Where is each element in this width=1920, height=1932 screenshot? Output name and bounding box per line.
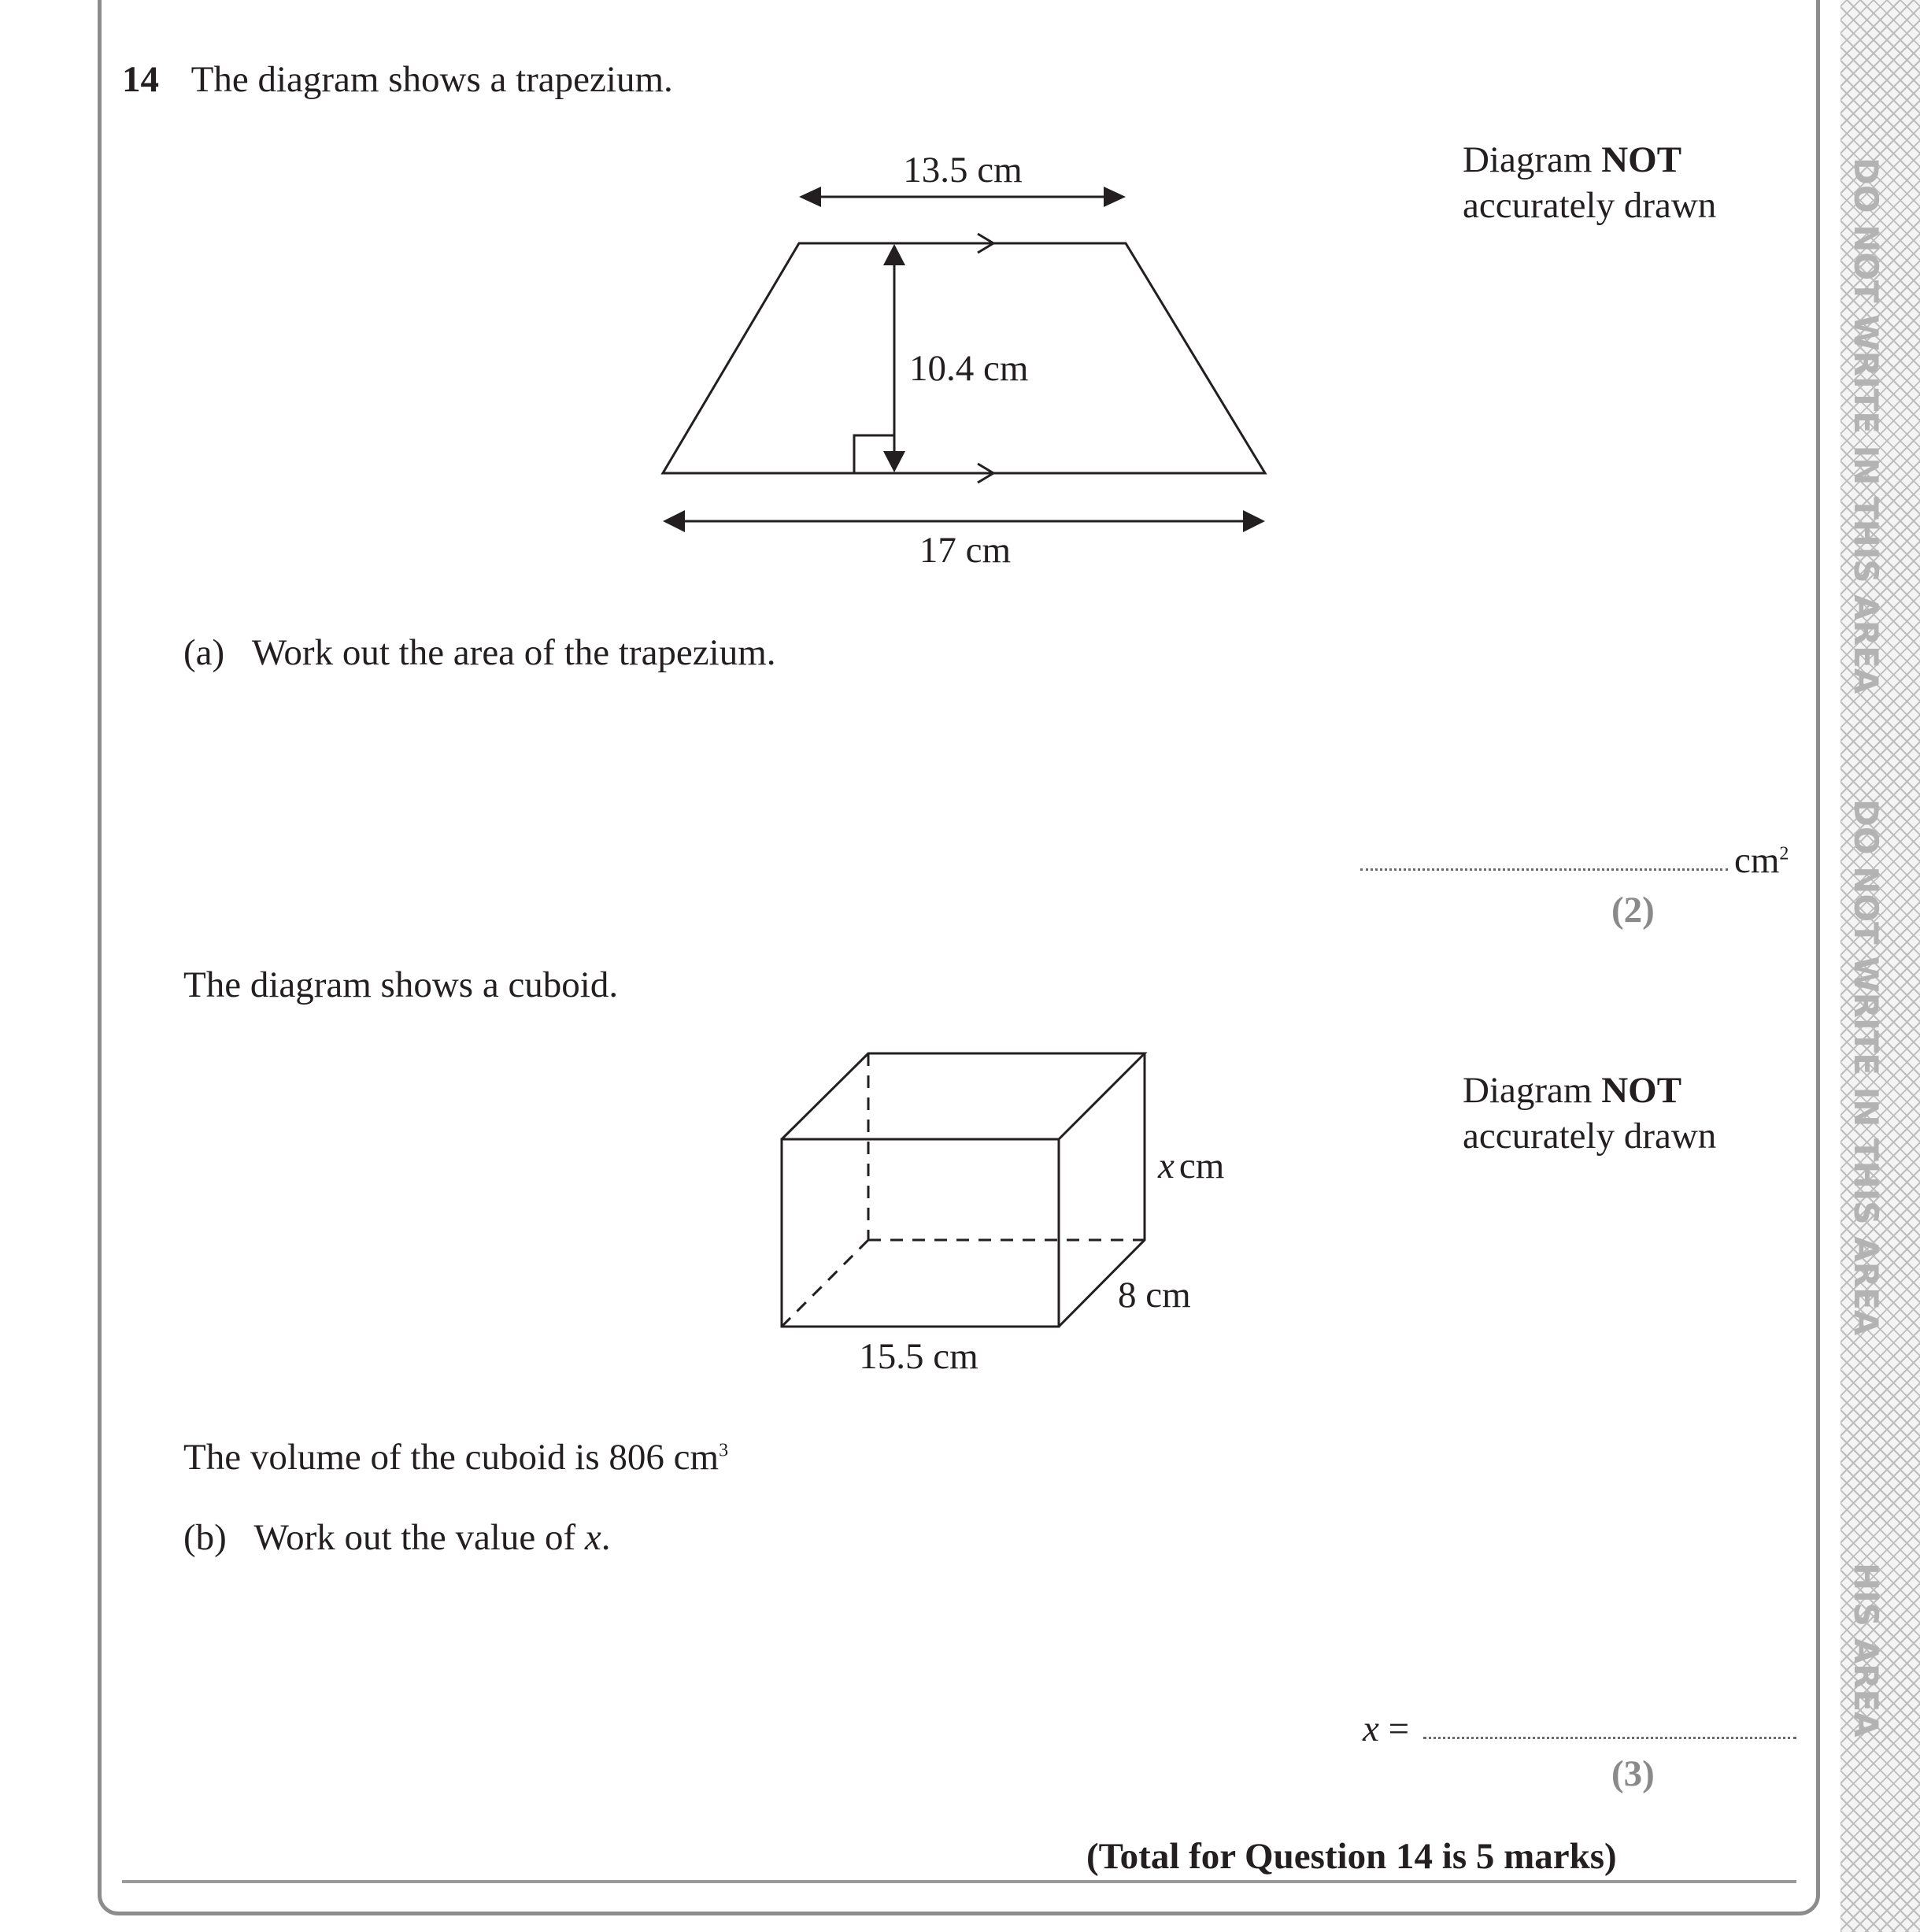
answer-b-prefix: x =	[1363, 1708, 1410, 1749]
part-b	[183, 1519, 611, 1556]
height-arrow-top	[883, 244, 905, 265]
cuboid-length-label: 15.5 cm	[859, 1336, 978, 1377]
top-dim-arrow-right	[1104, 187, 1126, 207]
question-intro: The diagram shows a trapezium.	[191, 59, 673, 100]
part-b-label: (b)	[183, 1517, 227, 1558]
diagram-note-trapezium: Diagram NOT accurately drawn	[1463, 139, 1717, 226]
bottom-rule	[122, 1880, 1796, 1883]
marks-b: (3)	[1611, 1753, 1655, 1794]
cuboid-hidden-diagonal	[782, 1240, 868, 1327]
cuboid-intro: The diagram shows a cuboid.	[183, 964, 619, 1005]
top-dim-arrow-left	[799, 187, 821, 207]
trapezium-bottom-label: 17 cm	[919, 530, 1012, 571]
margin-label-3: HIS AREA	[1847, 1563, 1885, 1738]
height-arrow-bottom	[883, 451, 905, 472]
part-a-text: Work out the area of the trapezium.	[251, 632, 776, 673]
cuboid-diagram	[0, 1023, 1920, 1401]
margin-label-1: DO NOT WRITE IN THIS AREA	[1847, 157, 1885, 694]
cuboid-height-label: x cm	[1158, 1146, 1225, 1186]
part-a	[183, 632, 776, 673]
part-a-label: (a)	[183, 632, 225, 673]
answer-a-unit: $cm^2$	[1734, 840, 1789, 881]
trapezium-top-label: 13.5 cm	[903, 150, 1023, 191]
answer-a-line[interactable]	[1360, 868, 1728, 871]
diagram-note-cuboid: Diagram NOT accurately drawn	[1463, 1070, 1717, 1157]
part-b-text: Work out the value of x.	[253, 1517, 611, 1558]
cuboid-front-face	[782, 1139, 1059, 1327]
volume-statement: The volume of the cuboid is 806 $cm^3$	[183, 1437, 729, 1478]
question-number: 14	[122, 59, 159, 100]
cuboid-depth-label: 8 cm	[1118, 1275, 1191, 1316]
marks-a: (2)	[1611, 890, 1655, 931]
bottom-dim-arrow-left	[663, 510, 685, 532]
cuboid-top-edges	[782, 1053, 1145, 1139]
bottom-dim-arrow-right	[1243, 510, 1265, 532]
question-total: (Total for Question 14 is 5 marks)	[1086, 1836, 1617, 1877]
trapezium-height-label: 10.4 cm	[909, 348, 1029, 389]
trapezium-diagram	[0, 0, 1920, 598]
margin-label-2: DO NOT WRITE IN THIS AREA	[1847, 799, 1885, 1336]
answer-b-line[interactable]	[1423, 1737, 1796, 1739]
